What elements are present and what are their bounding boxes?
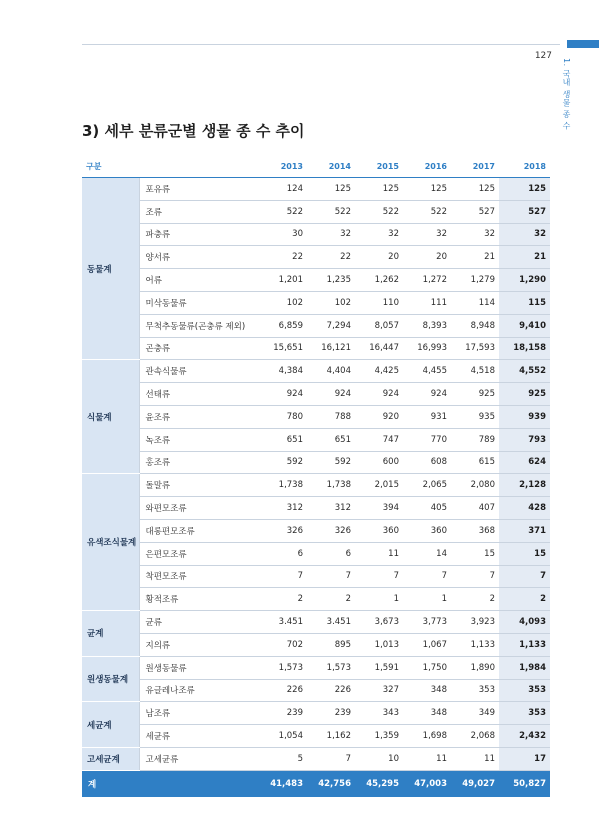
row-label: 곤충류 xyxy=(139,337,259,360)
value-cell: 20 xyxy=(403,246,451,269)
table-row xyxy=(82,702,550,725)
row-label: 양서류 xyxy=(139,246,259,269)
value-cell: 702 xyxy=(259,633,307,656)
header-category: 구분 xyxy=(82,155,259,178)
value-cell: 17,593 xyxy=(451,337,499,360)
value-cell: 2,432 xyxy=(499,725,550,748)
row-label: 착편모조류 xyxy=(139,565,259,588)
value-cell: 312 xyxy=(307,497,355,520)
value-cell: 348 xyxy=(403,679,451,702)
table-row xyxy=(82,497,550,520)
value-cell: 8,057 xyxy=(355,314,403,337)
value-cell: 2 xyxy=(451,588,499,611)
value-cell: 1,067 xyxy=(403,633,451,656)
row-label: 은편모조류 xyxy=(139,542,259,565)
value-cell: 16,993 xyxy=(403,337,451,360)
value-cell: 14 xyxy=(403,542,451,565)
value-cell: 20 xyxy=(355,246,403,269)
row-label: 미삭동물류 xyxy=(139,291,259,314)
value-cell: 239 xyxy=(259,702,307,725)
value-cell: 360 xyxy=(403,519,451,542)
value-cell: 592 xyxy=(259,451,307,474)
row-label: 황적조류 xyxy=(139,588,259,611)
value-cell: 2 xyxy=(307,588,355,611)
header-year-2015: 2015 xyxy=(355,155,403,178)
value-cell: 326 xyxy=(259,519,307,542)
value-cell: 747 xyxy=(355,428,403,451)
value-cell: 6,859 xyxy=(259,314,307,337)
total-value-cell: 49,027 xyxy=(451,770,499,797)
table-row xyxy=(82,656,550,679)
table-row xyxy=(82,542,550,565)
value-cell: 368 xyxy=(451,519,499,542)
value-cell: 7 xyxy=(259,565,307,588)
value-cell: 1,235 xyxy=(307,269,355,292)
value-cell: 371 xyxy=(499,519,550,542)
total-value-cell: 47,003 xyxy=(403,770,451,797)
value-cell: 32 xyxy=(499,223,550,246)
page-number: 127 xyxy=(534,51,552,61)
value-cell: 7 xyxy=(307,565,355,588)
species-count-table xyxy=(82,155,550,797)
value-cell: 239 xyxy=(307,702,355,725)
value-cell: 1,279 xyxy=(451,269,499,292)
value-cell: 102 xyxy=(307,291,355,314)
value-cell: 22 xyxy=(307,246,355,269)
value-cell: 522 xyxy=(307,200,355,223)
value-cell: 1,738 xyxy=(259,474,307,497)
value-cell: 4,404 xyxy=(307,360,355,383)
value-cell: 895 xyxy=(307,633,355,656)
value-cell: 18,158 xyxy=(499,337,550,360)
table-row xyxy=(82,200,550,223)
value-cell: 1,750 xyxy=(403,656,451,679)
header-year-2018: 2018 xyxy=(499,155,550,178)
value-cell: 4,425 xyxy=(355,360,403,383)
section-title: 3) 세부 분류군별 생물 종 수 추이 xyxy=(82,122,305,140)
value-cell: 7 xyxy=(499,565,550,588)
value-cell: 1,591 xyxy=(355,656,403,679)
value-cell: 600 xyxy=(355,451,403,474)
value-cell: 2,128 xyxy=(499,474,550,497)
value-cell: 1,290 xyxy=(499,269,550,292)
value-cell: 32 xyxy=(355,223,403,246)
row-label: 원생동물류 xyxy=(139,656,259,679)
value-cell: 30 xyxy=(259,223,307,246)
group-label: 유색조식물계 xyxy=(82,474,139,611)
table-header-row xyxy=(82,155,550,178)
table-row xyxy=(82,519,550,542)
value-cell: 349 xyxy=(451,702,499,725)
value-cell: 788 xyxy=(307,405,355,428)
value-cell: 1,359 xyxy=(355,725,403,748)
value-cell: 1 xyxy=(403,588,451,611)
value-cell: 4,552 xyxy=(499,360,550,383)
group-label: 원생동물계 xyxy=(82,656,139,702)
value-cell: 15,651 xyxy=(259,337,307,360)
table-row xyxy=(82,611,550,634)
value-cell: 360 xyxy=(355,519,403,542)
value-cell: 1,133 xyxy=(499,633,550,656)
header-year-2013: 2013 xyxy=(259,155,307,178)
value-cell: 651 xyxy=(307,428,355,451)
value-cell: 226 xyxy=(307,679,355,702)
value-cell: 405 xyxy=(403,497,451,520)
group-label: 세균계 xyxy=(82,702,139,748)
value-cell: 924 xyxy=(355,383,403,406)
table-row xyxy=(82,633,550,656)
table-row xyxy=(82,291,550,314)
value-cell: 2,065 xyxy=(403,474,451,497)
value-cell: 353 xyxy=(499,702,550,725)
value-cell: 931 xyxy=(403,405,451,428)
value-cell: 935 xyxy=(451,405,499,428)
value-cell: 624 xyxy=(499,451,550,474)
value-cell: 11 xyxy=(403,747,451,770)
value-cell: 1,272 xyxy=(403,269,451,292)
value-cell: 32 xyxy=(451,223,499,246)
value-cell: 3,673 xyxy=(355,611,403,634)
header-year-2014: 2014 xyxy=(307,155,355,178)
value-cell: 1,013 xyxy=(355,633,403,656)
value-cell: 651 xyxy=(259,428,307,451)
value-cell: 2,080 xyxy=(451,474,499,497)
total-value-cell: 41,483 xyxy=(259,770,307,797)
chapter-tab-marker xyxy=(567,40,599,48)
value-cell: 7 xyxy=(451,565,499,588)
table-row xyxy=(82,246,550,269)
header-year-2016: 2016 xyxy=(403,155,451,178)
header-rule xyxy=(82,44,560,45)
row-label: 선태류 xyxy=(139,383,259,406)
value-cell: 6 xyxy=(307,542,355,565)
value-cell: 125 xyxy=(451,178,499,201)
value-cell: 522 xyxy=(403,200,451,223)
value-cell: 17 xyxy=(499,747,550,770)
row-label: 포유류 xyxy=(139,178,259,201)
table-row xyxy=(82,588,550,611)
table-row xyxy=(82,337,550,360)
table-row xyxy=(82,474,550,497)
chapter-tab-label: 1. 국내 생물 종 수 xyxy=(562,58,571,130)
total-row xyxy=(82,770,550,797)
value-cell: 326 xyxy=(307,519,355,542)
value-cell: 21 xyxy=(499,246,550,269)
value-cell: 125 xyxy=(355,178,403,201)
value-cell: 7 xyxy=(307,747,355,770)
value-cell: 4,093 xyxy=(499,611,550,634)
value-cell: 1,984 xyxy=(499,656,550,679)
value-cell: 21 xyxy=(451,246,499,269)
table-row xyxy=(82,178,550,201)
value-cell: 1 xyxy=(355,588,403,611)
value-cell: 15 xyxy=(499,542,550,565)
value-cell: 2,015 xyxy=(355,474,403,497)
table-row xyxy=(82,428,550,451)
value-cell: 4,384 xyxy=(259,360,307,383)
value-cell: 343 xyxy=(355,702,403,725)
value-cell: 125 xyxy=(403,178,451,201)
value-cell: 925 xyxy=(451,383,499,406)
value-cell: 102 xyxy=(259,291,307,314)
row-label: 돌말류 xyxy=(139,474,259,497)
table-body xyxy=(82,178,550,797)
group-label: 고세균계 xyxy=(82,747,139,770)
value-cell: 924 xyxy=(403,383,451,406)
value-cell: 6 xyxy=(259,542,307,565)
value-cell: 3,923 xyxy=(451,611,499,634)
total-value-cell: 45,295 xyxy=(355,770,403,797)
value-cell: 125 xyxy=(307,178,355,201)
value-cell: 226 xyxy=(259,679,307,702)
group-label: 동물계 xyxy=(82,178,139,360)
value-cell: 312 xyxy=(259,497,307,520)
row-label: 파충류 xyxy=(139,223,259,246)
value-cell: 394 xyxy=(355,497,403,520)
group-label: 균계 xyxy=(82,611,139,657)
row-label: 세균류 xyxy=(139,725,259,748)
value-cell: 124 xyxy=(259,178,307,201)
table-row xyxy=(82,223,550,246)
value-cell: 353 xyxy=(499,679,550,702)
total-label: 계 xyxy=(82,770,259,797)
value-cell: 924 xyxy=(259,383,307,406)
value-cell: 10 xyxy=(355,747,403,770)
row-label: 홍조류 xyxy=(139,451,259,474)
row-label: 대롱편모조류 xyxy=(139,519,259,542)
value-cell: 16,121 xyxy=(307,337,355,360)
value-cell: 2 xyxy=(499,588,550,611)
value-cell: 1,262 xyxy=(355,269,403,292)
table-row xyxy=(82,679,550,702)
value-cell: 3.451 xyxy=(307,611,355,634)
value-cell: 793 xyxy=(499,428,550,451)
value-cell: 4,455 xyxy=(403,360,451,383)
value-cell: 125 xyxy=(499,178,550,201)
value-cell: 428 xyxy=(499,497,550,520)
row-label: 지의류 xyxy=(139,633,259,656)
value-cell: 348 xyxy=(403,702,451,725)
row-label: 고세균류 xyxy=(139,747,259,770)
value-cell: 114 xyxy=(451,291,499,314)
value-cell: 1,890 xyxy=(451,656,499,679)
row-label: 조류 xyxy=(139,200,259,223)
value-cell: 527 xyxy=(451,200,499,223)
value-cell: 32 xyxy=(403,223,451,246)
value-cell: 789 xyxy=(451,428,499,451)
value-cell: 608 xyxy=(403,451,451,474)
value-cell: 1,133 xyxy=(451,633,499,656)
row-label: 관속식물류 xyxy=(139,360,259,383)
group-label: 식물계 xyxy=(82,360,139,474)
table-row xyxy=(82,383,550,406)
value-cell: 925 xyxy=(499,383,550,406)
value-cell: 920 xyxy=(355,405,403,428)
table-row xyxy=(82,360,550,383)
row-label: 녹조류 xyxy=(139,428,259,451)
value-cell: 2,068 xyxy=(451,725,499,748)
row-label: 남조류 xyxy=(139,702,259,725)
value-cell: 4,518 xyxy=(451,360,499,383)
value-cell: 3.451 xyxy=(259,611,307,634)
value-cell: 1,162 xyxy=(307,725,355,748)
value-cell: 16,447 xyxy=(355,337,403,360)
value-cell: 8,393 xyxy=(403,314,451,337)
value-cell: 1,698 xyxy=(403,725,451,748)
value-cell: 407 xyxy=(451,497,499,520)
value-cell: 3,773 xyxy=(403,611,451,634)
row-label: 와편모조류 xyxy=(139,497,259,520)
value-cell: 7 xyxy=(355,565,403,588)
value-cell: 110 xyxy=(355,291,403,314)
value-cell: 770 xyxy=(403,428,451,451)
value-cell: 1,573 xyxy=(307,656,355,679)
value-cell: 924 xyxy=(307,383,355,406)
header-year-2017: 2017 xyxy=(451,155,499,178)
table-row xyxy=(82,451,550,474)
value-cell: 8,948 xyxy=(451,314,499,337)
value-cell: 11 xyxy=(355,542,403,565)
value-cell: 5 xyxy=(259,747,307,770)
row-label: 윤조류 xyxy=(139,405,259,428)
total-value-cell: 42,756 xyxy=(307,770,355,797)
value-cell: 7 xyxy=(403,565,451,588)
value-cell: 111 xyxy=(403,291,451,314)
value-cell: 527 xyxy=(499,200,550,223)
value-cell: 1,738 xyxy=(307,474,355,497)
row-label: 균류 xyxy=(139,611,259,634)
value-cell: 1,573 xyxy=(259,656,307,679)
value-cell: 9,410 xyxy=(499,314,550,337)
value-cell: 780 xyxy=(259,405,307,428)
row-label: 어류 xyxy=(139,269,259,292)
value-cell: 522 xyxy=(259,200,307,223)
value-cell: 1,201 xyxy=(259,269,307,292)
row-label: 유글레나조류 xyxy=(139,679,259,702)
value-cell: 32 xyxy=(307,223,355,246)
table-row xyxy=(82,314,550,337)
table-row xyxy=(82,565,550,588)
total-value-cell: 50,827 xyxy=(499,770,550,797)
value-cell: 353 xyxy=(451,679,499,702)
value-cell: 115 xyxy=(499,291,550,314)
table-row xyxy=(82,725,550,748)
value-cell: 15 xyxy=(451,542,499,565)
value-cell: 2 xyxy=(259,588,307,611)
table-row xyxy=(82,269,550,292)
value-cell: 1,054 xyxy=(259,725,307,748)
value-cell: 327 xyxy=(355,679,403,702)
row-label: 무척추동물류(곤충류 제외) xyxy=(139,314,259,337)
value-cell: 11 xyxy=(451,747,499,770)
value-cell: 22 xyxy=(259,246,307,269)
value-cell: 7,294 xyxy=(307,314,355,337)
table-row xyxy=(82,747,550,770)
value-cell: 939 xyxy=(499,405,550,428)
table-row xyxy=(82,405,550,428)
value-cell: 615 xyxy=(451,451,499,474)
value-cell: 592 xyxy=(307,451,355,474)
value-cell: 522 xyxy=(355,200,403,223)
